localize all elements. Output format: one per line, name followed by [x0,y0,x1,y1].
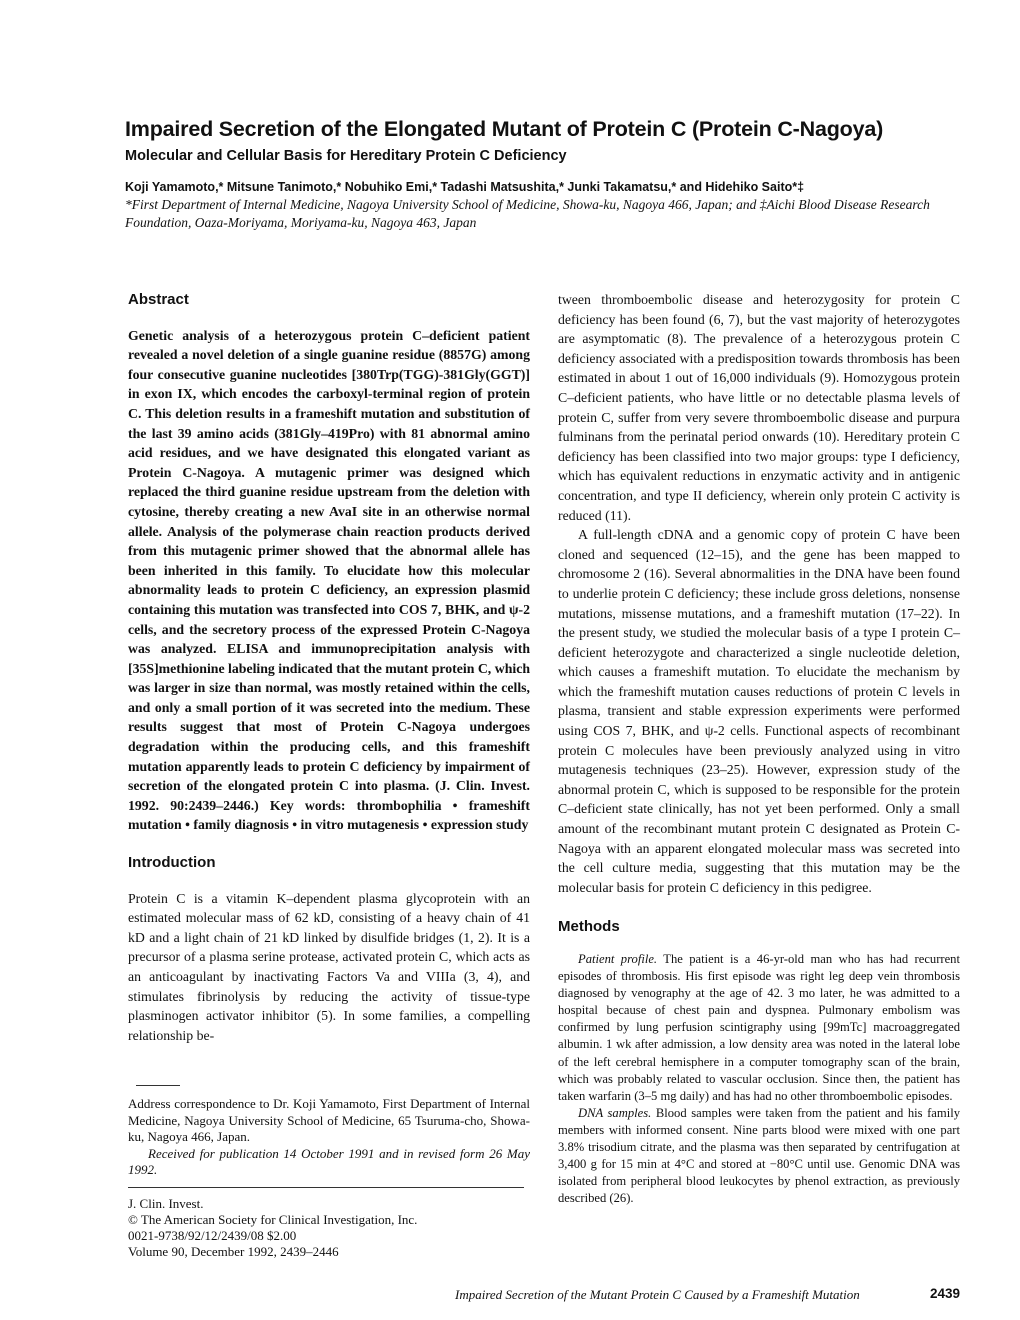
left-column [128,290,530,1261]
methods-heading: Methods [558,918,620,936]
patient-profile-text: The patient is a 46-yr-old man who has had recurrent episodes of thrombosis. His first episode was right leg deep vein thrombosis diagnosed by venography at the age of 42. 3 mo later, he was admitted to a hospital because of chest pain and dyspnea. Pulmonary embolism was confirmed by lung perfusion scintigraphy using [99mTc] macroaggregated albumin. 1 wk after admission, a low density area was noted in the lateral lobe of the left cerebral hemisphere in a computer tomography scan of the brain, which was probably related to vascular occlusion. Since then, the patient has taken warfarin (3–5 mg daily) and has had no other thromboembolic episodes. [558,952,960,1103]
copyright-line: © The American Society for Clinical Investigation, Inc. [128,1212,418,1228]
introduction-text: Protein C is a vitamin K–dependent plasma glycoprotein with an estimated molecular mass of 62 kD, consisting of a heavy chain of 41 kD and a light chain of 21 kD linked by disulfide bridges (1, 2). It is a precursor of a plasma serine protease, activated protein C, which acts as an anticoagulant by inactivating Factors Va and VIIIa (3, 4), and stimulates fibrinolysis by reducing the activity of tissue-type plasminogen activator inhibitor (5). In some families, a compelling relationship be- [128,890,530,1043]
received-note: Received for publication 14 October 1991 and in revised form 26 May 1992. [128,1145,530,1178]
affiliations: *First Department of Internal Medicine, Nagoya University School of Medicine, Showa-ku, Nagoya 466, Japan; and ‡Aichi Blood Disease Research Foundation, Oaza-Moriyama, Moriyama-ku, Nagoya 463, Japan [125,197,930,230]
correspondence-note: Address correspondence to Dr. Koji Yamamoto, First Department of Internal Medicine, Nagoya University School of Medicine, 65 Tsuruma-cho, Showa-ku, Nagoya 466, Japan. [128,1096,530,1145]
journal-divider [128,1187,524,1188]
article-subtitle: Molecular and Cellular Basis for Hereditary Protein C Deficiency [125,148,567,164]
dna-samples-paragraph [558,1105,960,1208]
page-number: 2439 [930,1286,961,1301]
introduction-paragraph-2: A full-length cDNA and a genomic copy of protein C have been cloned and sequenced (12–15), and the gene has been mapped to chromosome 2 (16). Several abnormalities in the DNA have been found to underlie protein C deficiency; these include gross deletions, nonsense mutations, missense mutations, and a frameshift mutation (17–22). In the present study, we studied the molecular basis of a type I protein C–deficient heterozygote and characterized a single nucleotide deletion, which causes a frameshift mutation. To elucidate the mechanism by which the frameshift mutation causes reductions of protein C levels in plasma, transient and stable expression experiments were performed using COS 7, BHK, and ψ-2 cells. Functional aspects of recombinant protein C molecules have been previously analyzed using in vitro mutagenesis techniques (23–25). However, expression study of the abnormal protein C, which is supposed to be responsible for the protein C–deficient state clinically, has not yet been performed. Only a small amount of the recombinant mutant protein C designated as Protein C-Nagoya with an apparent elongated molecular mass was secreted into the cell culture media, suggesting that this mutation may be the molecular basis for protein C deficiency in this pedigree. [558,527,960,895]
introduction-heading: Introduction [128,854,216,872]
patient-profile-label: Patient profile. [578,952,658,966]
journal-name: J. Clin. Invest. [128,1195,204,1211]
page-footer [455,1287,985,1303]
issn-line: 0021-9738/92/12/2439/08 $2.00 [128,1228,297,1244]
right-column [558,290,960,1207]
volume-line: Volume 90, December 1992, 2439–2446 [128,1244,339,1260]
patient-profile-paragraph [558,951,960,1105]
running-footer: Impaired Secretion of the Mutant Protein C Caused by a Frameshift Mutation [455,1287,860,1302]
footnote-divider [136,1085,180,1086]
abstract-heading: Abstract [128,291,189,308]
introduction-continued: tween thromboembolic disease and heterozygosity for protein C deficiency has been found (6, 7), but the vast majority of heterozygotes are asymptomatic (8). The prevalence of a heterozygous protein C deficiency associated with a predisposition towards thrombosis has been estimated in about 1 out of 16,000 individuals (9). Homozygous protein C–deficient patients, who have little or no detectable plasma levels of protein C, suffer from very severe thromboembolic disease and purpura fulminans from the perinatal period onwards (10). Hereditary protein C deficiency has been classified into two major groups: type I deficiency, which has equivalent reductions in enzymatic activity and in antigenic concentration, and type II deficiency, wherein only protein C activity is reduced (11). [558,292,960,523]
dna-samples-label: DNA samples. [578,1105,652,1120]
abstract-text: Genetic analysis of a heterozygous protein C–deficient patient revealed a novel deletion of a single guanine residue (8857G) among four consecutive guanine nucleotides [380Trp(TGG)-381Gly(GGT)] in exon IX, which encodes the carboxyl-terminal region of protein C. This deletion results in a frameshift mutation and substitution of the last 39 amino acids (381Gly–419Pro) with 81 abnormal amino acid residues, and we have designated this elongated variant as Protein C-Nagoya. A mutagenic primer was designed which replaced the third guanine residue upstream from the deletion with cytosine, thereby creating a new AvaI site in an otherwise normal allele. Analysis of the polymerase chain reaction products derived from this mutagenic primer showed that the abnormal allele has been inherited in this family. To elucidate how this molecular abnormality leads to protein C deficiency, an expression plasmid containing this mutation was transfected into COS 7, BHK, and ψ-2 cells, and the secretory process of the expressed Protein C-Nagoya was analyzed. ELISA and immunoprecipitation analysis with [35S]methionine labeling indicated that the mutant protein C, which was larger in size than normal, was mostly retained within the cells, and only a small portion of it was secreted into the medium. These results suggest that most of Protein C-Nagoya undergoes degradation within the producing cells, and this frameshift mutation apparently leads to protein C deficiency by impairment of secretion of the elongated protein C into plasma. (J. Clin. Invest. 1992. 90:2439–2446.) Key words: thrombophilia • frameshift mutation • family diagnosis • in vitro mutagenesis • expression study [128,327,530,833]
article-title: Impaired Secretion of the Elongated Mutant of Protein C (Protein C-Nagoya) [125,117,884,141]
author-list: Koji Yamamoto,* Mitsune Tanimoto,* Nobuhiko Emi,* Tadashi Matsushita,* Junki Takamatsu,* and Hidehiko Saito*‡ [125,180,805,194]
dna-samples-text: Blood samples were taken from the patient and his family members with informed consent. Nine parts blood were mixed with one part 3.8% trisodium citrate, and the plasma was then separated by centrifugation at 3,400 g for 15 min at 4°C and stored at −80°C until use. Genomic DNA was isolated from peripheral blood leukocytes by phenol extraction, as previously described (26). [558,1105,960,1206]
